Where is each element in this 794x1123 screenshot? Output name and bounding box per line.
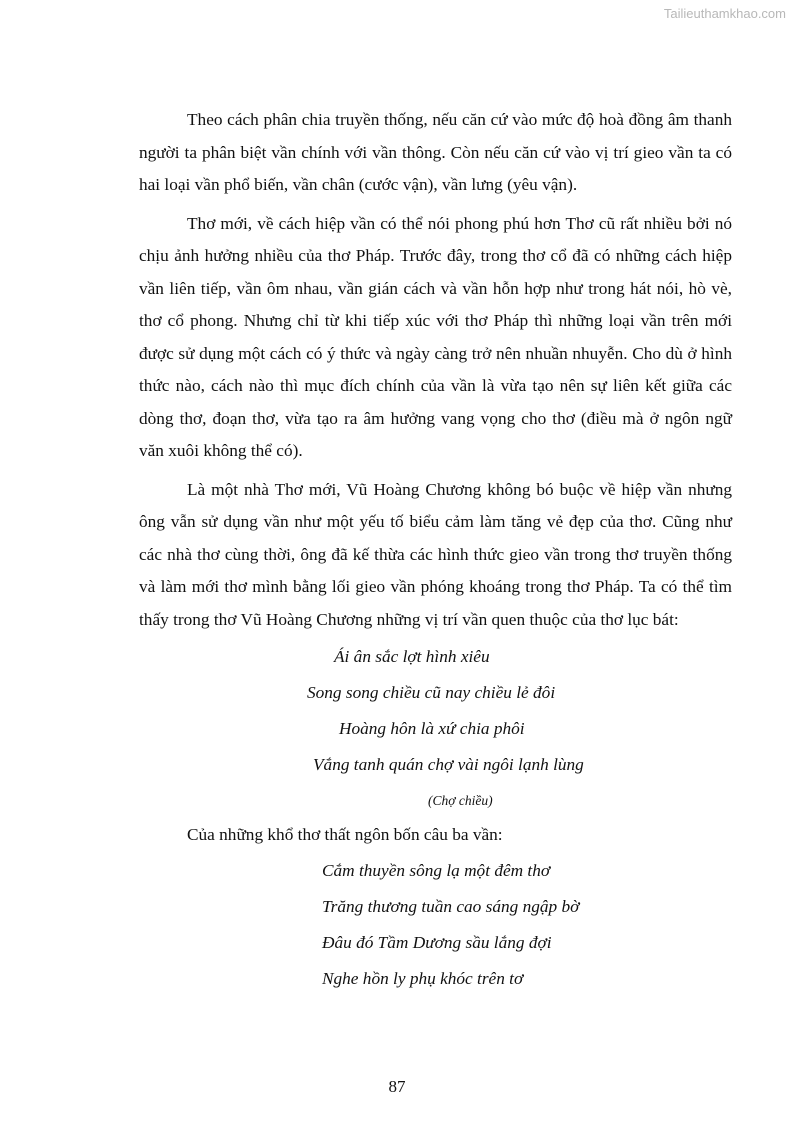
poem-line: Cắm thuyền sông lạ một đêm thơ [322, 860, 551, 880]
page-number: 87 [388, 1077, 406, 1096]
poem-line: Vắng tanh quán chợ vài ngôi lạnh lùng [313, 755, 584, 774]
poem-source: (Chợ chiều) [428, 793, 493, 808]
poem-line: Trăng thương tuần cao sáng ngập bờ [322, 896, 580, 916]
paragraph-rhyme-types: Theo cách phân chia truyền thống, nếu căn cứ vào mức độ hoà đồng âm thanh người ta phân biệt vần chính với vần thông. Còn nếu căn cứ vào vị trí gieo vần ta có hai loại vần phổ biến, vần chân (cước vận), vần lưng (yêu vận). [139, 110, 732, 194]
poem-that-ngon [139, 853, 732, 997]
poem-line: Hoàng hôn là xứ chia phôi [339, 719, 525, 738]
paragraph-vu-hoang-chuong: Là một nhà Thơ mới, Vũ Hoàng Chương không bó buộc về hiệp vần nhưng ông vẫn sử dụng vần như một yếu tố biểu cảm làm tăng vẻ đẹp của thơ. Cũng như các nhà thơ cùng thời, ông đã kế thừa các hình thức gieo vần trong thơ truyền thống và làm mới thơ mình bằng lối gieo vần phóng khoáng trong thơ Pháp. Ta có thể tìm thấy trong thơ Vũ Hoàng Chương những vị trí vần quen thuộc của thơ lục bát: [139, 479, 732, 629]
poem-luc-bat [139, 639, 732, 819]
paragraph-intro-that-ngon: Của những khổ thơ thất ngôn bốn câu ba vần: [187, 825, 503, 844]
poem-line: Ái ân sắc lợt hình xiêu [334, 647, 490, 666]
page-content [139, 104, 732, 997]
paragraph-new-poetry-rhyme: Thơ mới, về cách hiệp vần có thể nói phong phú hơn Thơ cũ rất nhiều bởi nó chịu ảnh hưởng nhiều của thơ Pháp. Trước đây, trong thơ cổ đã có những cách hiệp vần liên tiếp, vần ôm nhau, vần gián cách và vần hỗn hợp như trong hát nói, hò vè, thơ cổ phong. Nhưng chỉ từ khi tiếp xúc với thơ Pháp thì những loại vần trên mới được sử dụng một cách có ý thức và ngày càng trở nên nhuần nhuyễn. Cho dù ở hình thức nào, cách nào thì mục đích chính của vần là vừa tạo nên sự liên kết giữa các dòng thơ, đoạn thơ, vừa tạo ra âm hưởng vang vọng cho thơ (điều mà ở ngôn ngữ văn xuôi không thể có). [139, 213, 732, 460]
poem-line: Nghe hồn ly phụ khóc trên tơ [322, 968, 524, 988]
poem-line: Song song chiều cũ nay chiều lẻ đôi [307, 683, 556, 702]
watermark: Tailieuthamkhao.com [663, 6, 786, 21]
poem-line: Đâu đó Tầm Dương sầu lắng đợi [322, 932, 552, 952]
